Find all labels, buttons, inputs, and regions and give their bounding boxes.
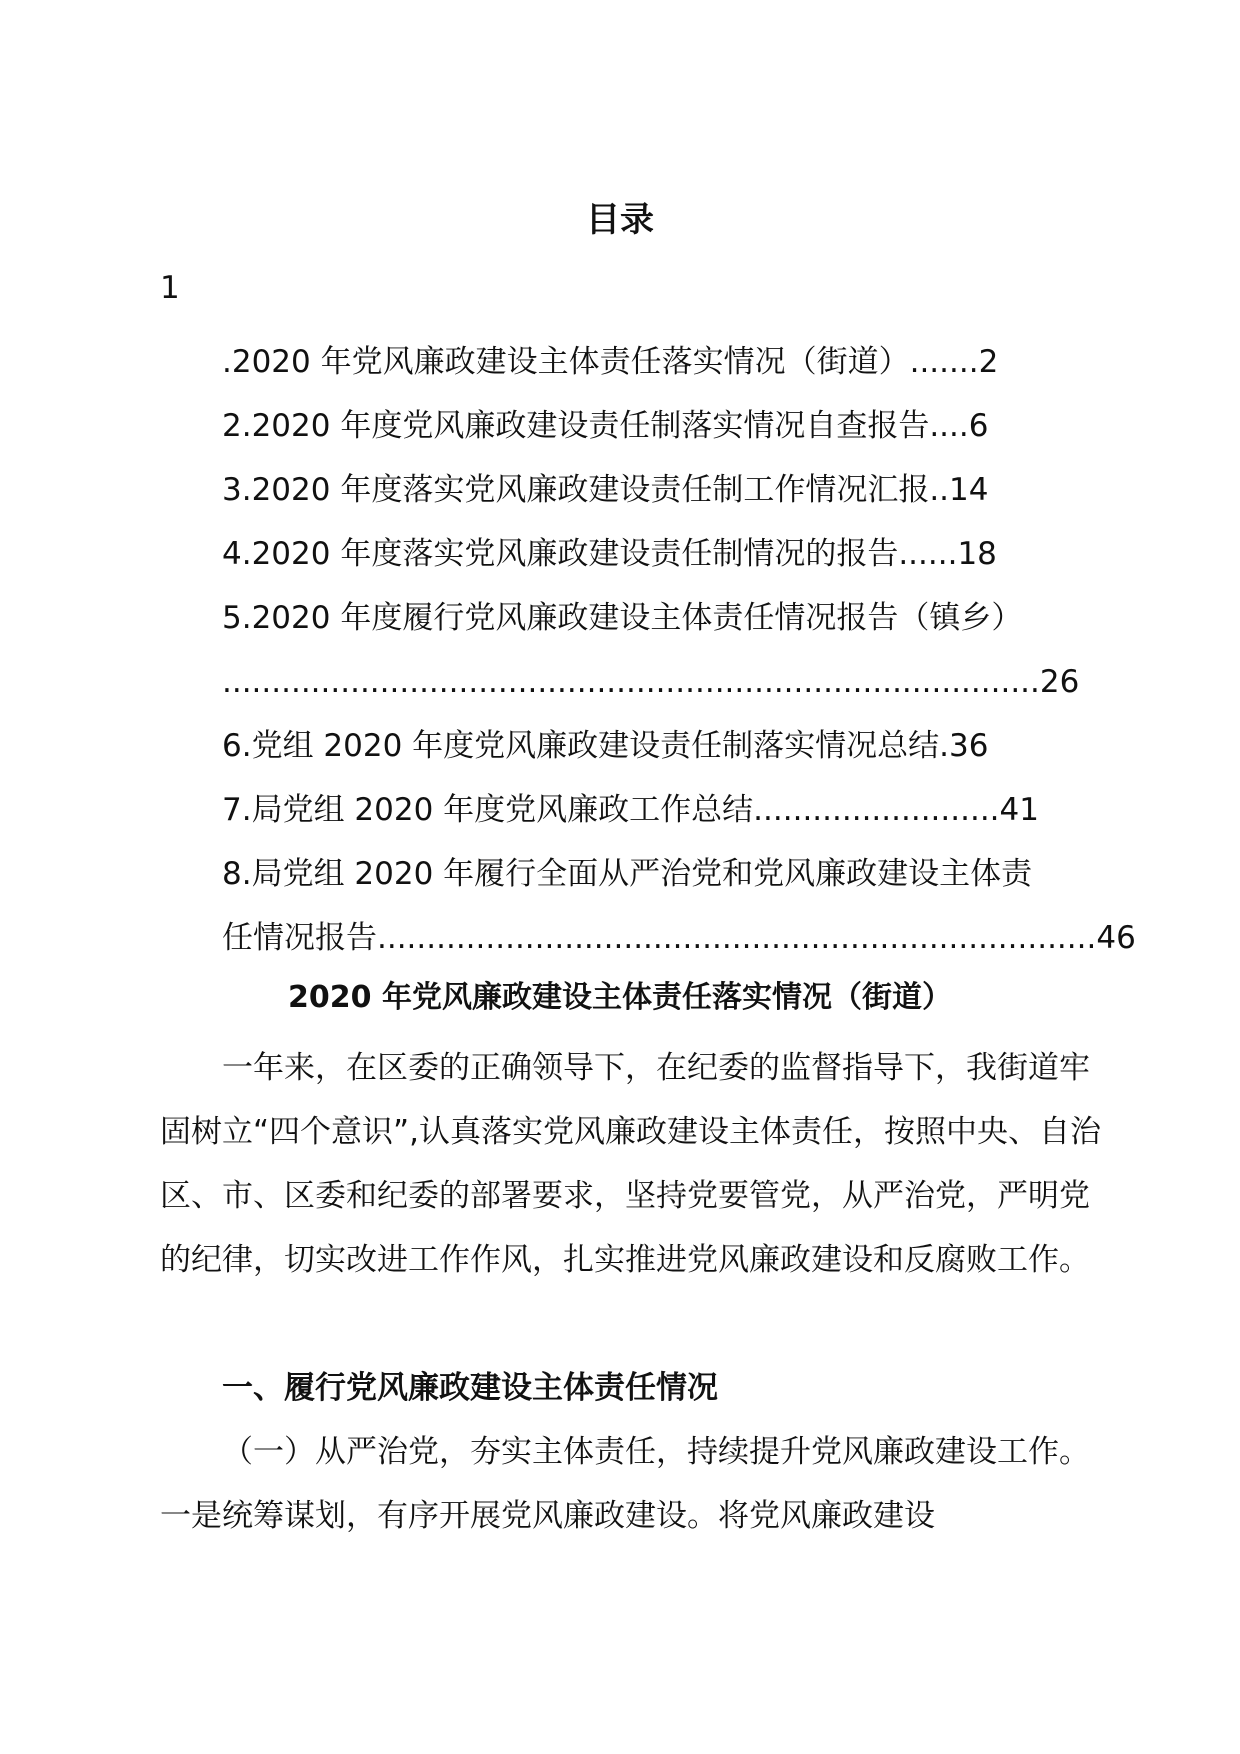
toc-title: 目录 [586,200,654,240]
toc-item-leader[interactable]: ...................................................................................26 [222,664,1080,700]
article-title: 2020 年党风廉政建设主体责任落实情况（街道） [288,980,952,1015]
toc-item[interactable]: 7.局党组 2020 年度党风廉政工作总结.........................41 [222,792,1039,828]
body-paragraph: （一）从严治党，夯实主体责任，持续提升党风廉政建设工作。一是统筹谋划，有序开展党风廉政建设。将党风廉政建设 [160,1434,1090,1534]
toc-list [222,330,1136,970]
toc-item[interactable]: 8.局党组 2020 年履行全面从严治党和党风廉政建设主体责 [222,856,1033,892]
toc-number: 1 [160,270,180,306]
toc-item[interactable]: 3.2020 年度落实党风廉政建设责任制工作情况汇报..14 [222,472,989,508]
toc-item[interactable]: .2020 年党风廉政建设主体责任落实情况（街道）.......2 [222,344,999,380]
toc-item[interactable]: 任情况报告.........................................................................46 [222,920,1136,956]
toc-item[interactable]: 4.2020 年度落实党风廉政建设责任制情况的报告......18 [222,536,997,572]
section-heading: 一、履行党风廉政建设主体责任情况 [222,1370,718,1406]
toc-item[interactable]: 2.2020 年度党风廉政建设责任制落实情况自查报告....6 [222,408,989,444]
toc-item[interactable]: 5.2020 年度履行党风廉政建设主体责任情况报告（镇乡） [222,600,1023,636]
body-paragraph: 一年来，在区委的正确领导下，在纪委的监督指导下，我街道牢固树立“四个意识”,认真落实党风廉政建设主体责任，按照中央、自治区、市、区委和纪委的部署要求，坚持党要管党，从严治党，严明党的纪律，切实改进工作作风，扎实推进党风廉政建设和反腐败工作。 [160,1050,1101,1278]
toc-item[interactable]: 6.党组 2020 年度党风廉政建设责任制落实情况总结.36 [222,728,989,764]
